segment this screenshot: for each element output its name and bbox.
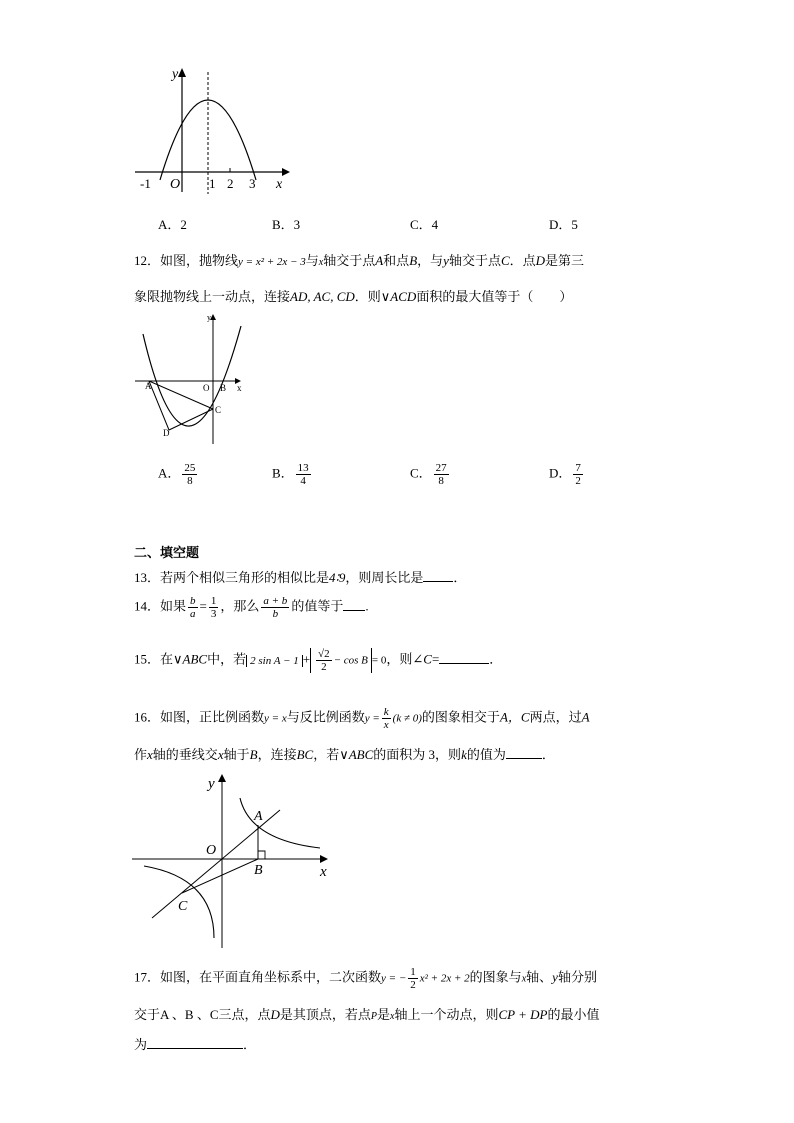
- origin-label: O: [203, 383, 210, 393]
- point-a-label: A: [254, 809, 263, 824]
- question-17-line3: 为 ．: [134, 1037, 257, 1052]
- y-axis-label: y: [172, 67, 179, 82]
- option-b[interactable]: B．3: [272, 217, 301, 232]
- option-a[interactable]: A．2: [158, 217, 187, 232]
- x-axis-label: x: [276, 177, 283, 192]
- question-12-line2: 象限抛物线上一动点，连接AD, AC, CD．则∨ACD面积的最大值等于（ ）: [134, 289, 573, 304]
- question-17-line1: 17．如图，在平面直角坐标系中，二次函数y = − $\frac{1}{2}$ x² + 2x + 2的图象与x轴、y轴分别: [134, 966, 597, 992]
- option-c[interactable]: C．4: [410, 217, 439, 232]
- x-axis-label: x: [237, 383, 242, 393]
- question-17-line2: 交于A 、B 、C三点，点D是其顶点，若点P是x轴上一个动点，则CP + DP的最小值: [134, 1007, 600, 1022]
- answer-blank[interactable]: [439, 651, 489, 664]
- point-c-label: C: [178, 899, 188, 914]
- origin-label: O: [170, 177, 181, 192]
- parabola-figure-q11: [130, 62, 300, 200]
- question-14: 14．如果 $\frac{b}{a}$ = $\frac{1}{3}$ ，那么 $\frac{a + b}{b}$ 的值等于 .: [134, 595, 369, 621]
- parabola-figure-q12: [135, 312, 253, 450]
- origin-label: O: [206, 843, 217, 858]
- point-d-label: D: [163, 428, 170, 438]
- question-15: 15．在∨ABC中，若 2 sin A − 1 + $\frac{√2}{2}$ − cos B = 0，则∠C= ．: [134, 648, 503, 674]
- option-c[interactable]: C． $\frac{27}{8}$: [410, 462, 447, 488]
- y-axis-label: y: [208, 776, 215, 792]
- point-c-label: C: [215, 405, 222, 415]
- answer-blank[interactable]: [506, 746, 542, 759]
- question-16-line2: 作x轴的垂线交x轴于B，连接BC，若∨ABC的面积为 3，则k的值为 ．: [134, 747, 555, 762]
- option-a[interactable]: A． $\frac{25}{8}$: [158, 462, 196, 488]
- option-b[interactable]: B． $\frac{13}{4}$: [272, 462, 309, 488]
- section-heading: 二、填空题: [134, 545, 200, 560]
- point-a-label: A: [145, 381, 152, 391]
- tick-label: 2: [227, 176, 234, 191]
- hyperbola-figure-q16: [128, 770, 344, 952]
- option-d[interactable]: D．5: [549, 217, 578, 232]
- question-16-line1: 16．如图，正比例函数y = x与反比例函数y = $\frac{k}{x}$ (k ≠ 0)的图象相交于A，C两点，过A: [134, 706, 590, 732]
- question-12-line1: 12．如图，抛物线y = x² + 2x − 3与x轴交于点A和点B，与y轴交于点C．点D是第三: [134, 253, 585, 268]
- answer-blank[interactable]: [147, 1036, 243, 1049]
- option-d[interactable]: D． $\frac{7}{2}$: [549, 462, 581, 488]
- y-axis-label: y: [207, 313, 211, 322]
- tick-label: 1: [209, 176, 216, 191]
- tick-label: -1: [140, 176, 151, 191]
- question-13: 13．若两个相似三角形的相似比是4∶9，则周长比是 ．: [134, 570, 467, 585]
- answer-blank[interactable]: [343, 598, 365, 611]
- point-b-label: B: [254, 863, 263, 878]
- answer-blank[interactable]: [423, 569, 453, 582]
- point-b-label: B: [220, 383, 227, 393]
- tick-label: 3: [249, 176, 256, 191]
- x-axis-label: x: [320, 864, 327, 880]
